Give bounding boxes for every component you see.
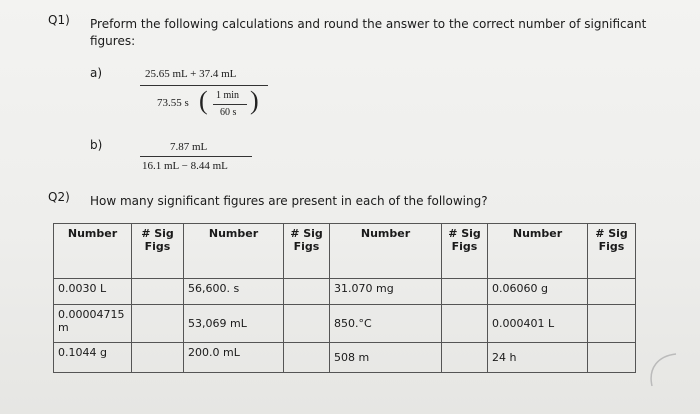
- q1-a-den-value: 73.55 s: [157, 97, 189, 109]
- answer-cell[interactable]: [284, 305, 330, 343]
- number-cell: 0.06060 g: [488, 279, 588, 305]
- answer-cell[interactable]: [442, 305, 488, 343]
- pen-mark-icon: [640, 350, 680, 390]
- answer-cell[interactable]: [132, 343, 184, 373]
- answer-cell[interactable]: [588, 279, 636, 305]
- q1-a-left-paren: (: [199, 86, 208, 115]
- table-row: [54, 305, 636, 343]
- q1-b-numerator: 7.87 mL: [170, 141, 208, 153]
- table-row: [54, 279, 636, 305]
- number-cell: 0.00004715 m: [54, 305, 132, 343]
- header-number: Number: [488, 224, 588, 279]
- q2-number: Q2): [48, 190, 70, 204]
- number-cell: 200.0 mL: [184, 343, 284, 373]
- header-number: Number: [54, 224, 132, 279]
- q1-instruction-line1: Preform the following calculations and round the answer to the correct number of significant: [90, 17, 647, 31]
- answer-cell[interactable]: [442, 279, 488, 305]
- number-cell: 24 h: [488, 343, 588, 373]
- number-cell: 0.0030 L: [54, 279, 132, 305]
- q1-number: Q1): [48, 13, 70, 27]
- q1-a-conv-bottom: 60 s: [220, 107, 237, 118]
- q1-a-conv-bar: [213, 104, 247, 105]
- q1-b-fraction-bar: [140, 156, 252, 157]
- q2-question: How many significant figures are present in each of the following?: [90, 194, 488, 208]
- q1-b-label: b): [90, 138, 103, 152]
- header-number: Number: [184, 224, 284, 279]
- header-number: Number: [330, 224, 442, 279]
- number-cell: 0.000401 L: [488, 305, 588, 343]
- number-cell: 56,600. s: [184, 279, 284, 305]
- answer-cell[interactable]: [132, 279, 184, 305]
- q1-a-numerator: 25.65 mL + 37.4 mL: [145, 68, 237, 80]
- header-sig-figs: # Sig Figs: [284, 224, 330, 279]
- number-cell: 53,069 mL: [184, 305, 284, 343]
- number-cell: 850.°C: [330, 305, 442, 343]
- header-sig-figs: # Sig Figs: [588, 224, 636, 279]
- table-row: [54, 343, 636, 373]
- answer-cell[interactable]: [284, 343, 330, 373]
- number-cell: 0.1044 g: [54, 343, 132, 373]
- q1-a-label: a): [90, 66, 103, 80]
- q1-a-conv-top: 1 min: [216, 90, 240, 101]
- answer-cell[interactable]: [284, 279, 330, 305]
- answer-cell[interactable]: [588, 305, 636, 343]
- q1-instruction-line2: figures:: [90, 34, 136, 48]
- answer-cell[interactable]: [588, 343, 636, 373]
- number-cell: 31.070 mg: [330, 279, 442, 305]
- sig-figs-table: [53, 223, 636, 373]
- answer-cell[interactable]: [132, 305, 184, 343]
- table-header-row: [54, 224, 636, 279]
- header-sig-figs: # Sig Figs: [132, 224, 184, 279]
- answer-cell[interactable]: [442, 343, 488, 373]
- q1-b-denominator: 16.1 mL − 8.44 mL: [142, 160, 228, 172]
- q1-a-right-paren: ): [250, 86, 259, 115]
- number-cell: 508 m: [330, 343, 442, 373]
- header-sig-figs: # Sig Figs: [442, 224, 488, 279]
